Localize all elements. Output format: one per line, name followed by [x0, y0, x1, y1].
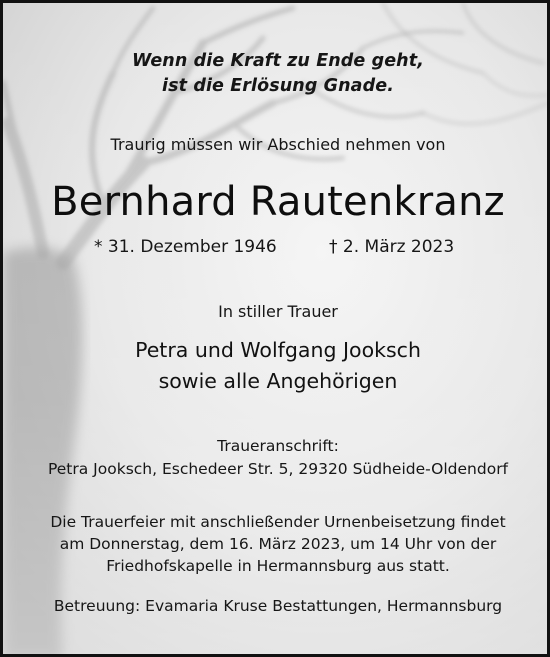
- ceremony-line-2: am Donnerstag, dem 16. März 2023, um 14 Uhr von der: [59, 535, 497, 553]
- ceremony-line-3: Friedhofskapelle in Hermannsburg aus statt.: [106, 557, 450, 575]
- motto-line-1: Wenn die Kraft zu Ende geht,: [132, 51, 424, 71]
- ceremony-line-1: Die Trauerfeier mit anschließender Urnenbeisetzung findet: [50, 513, 506, 531]
- family-line-2: sowie alle Angehörigen: [158, 369, 398, 393]
- intro-text: Traurig müssen wir Abschied nehmen von: [110, 135, 446, 154]
- birth-date: * 31. Dezember 1946: [94, 237, 277, 257]
- notice-text: [3, 3, 550, 657]
- mourning-label: In stiller Trauer: [218, 302, 338, 321]
- deceased-name: Bernhard Rautenkranz: [51, 179, 505, 225]
- life-dates: [3, 237, 550, 263]
- death-date: † 2. März 2023: [329, 237, 455, 257]
- motto-line-2: ist die Erlösung Gnade.: [162, 76, 394, 96]
- family-line-1: Petra und Wolfgang Jooksch: [135, 338, 421, 362]
- address-label: Traueranschrift:: [217, 437, 339, 455]
- address-text: Petra Jooksch, Eschedeer Str. 5, 29320 Südheide-Oldendorf: [47, 460, 509, 478]
- funeral-care-text: Betreuung: Evamaria Kruse Bestattungen, Hermannsburg: [53, 597, 503, 615]
